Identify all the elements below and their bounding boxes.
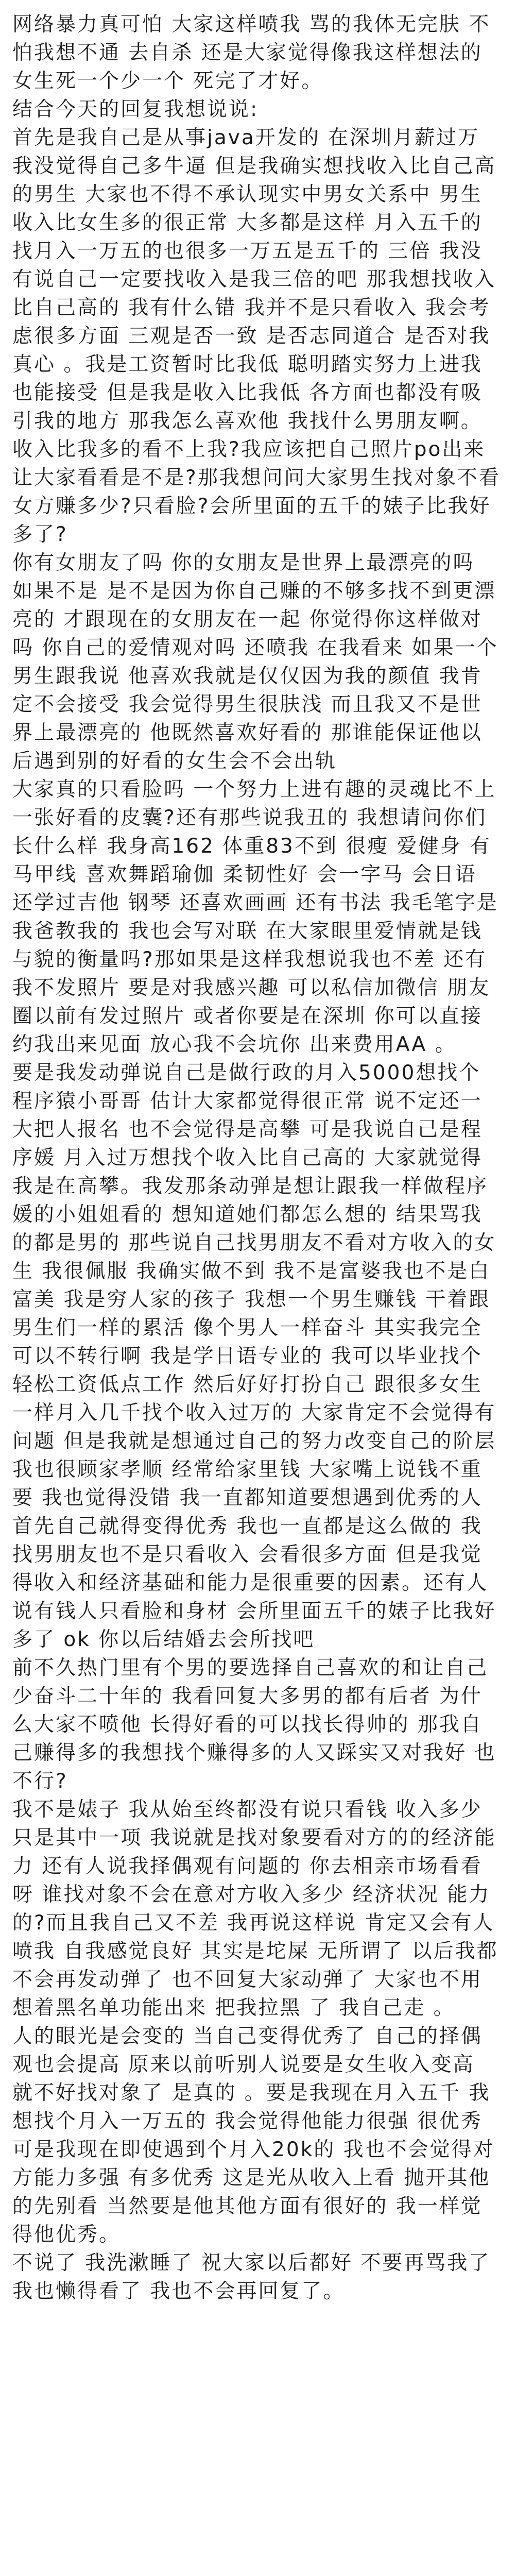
post-body: [12, 10, 501, 2306]
post-paragraph: 结合今天的回复我想说说:: [12, 98, 259, 121]
post-paragraph: 首先是我自己是从事java开发的 在深圳月薪过万 我没觉得自己多牛逼 但是我确实想找收入比自己高的男生 大家也不得不承认现实中男女关系中 男生收入比女生多的很正常 大多都是这样 月入五千的找月入一万五的也很多一万五是五千的 三倍 我没有说自己一定要找收入是我三倍的吧 那我想找收入比自己高的 我有什么错 我并不是只看收入 我会考虑很多方面 三观是否一致 是否志同道合 是否对我真心 。我是工资暂时比我低 聪明踏实努力上进我也能接受 但是我是收入比我低 各方面也都没有吸引我的地方 那我怎么喜欢他 我找什么男朋友啊。: [12, 126, 496, 433]
post-paragraph: 你有女朋友了吗 你的女朋友是世界上最漂亮的吗 如果不是 是不是因为你自己赚的不够多找不到更漂亮的 才跟现在的女朋友在一起 你觉得你这样做对吗 你自己的爱情观对吗 还喷我 在我看来 如果一个男生跟我说 他喜欢我就是仅仅因为我的颜值 我肯定不会接受 我会觉得男生很肤浅 而且我又不是世界上最漂亮的 他既然喜欢好看的 那谁能保证他以后遇到别的好看的女生会不会出轨: [12, 551, 498, 773]
post-paragraph: 大家真的只看脸吗 一个努力上进有趣的灵魂比不上一张好看的皮囊?还有那些说我丑的 我想请问你们长什么样 我身高162 体重83不到 很瘦 爱健身 有马甲线 喜欢舞蹈瑜伽 柔韧性好 会一字马 会日语 还学过吉他 钢琴 还喜欢画画 还有书法 我毛笔字是我爸教我的 我也会写对联 在大家眼里爱情就是钱与貌的衡量吗?那如果是这样我想说我也不差 还有我不发照片 要是对我感兴趣 可以私信加微信 朋友圈以前有发过照片 或者你要是在深圳 你可以直接约我出来见面 放心我不会坑你 出来费用AA 。: [12, 778, 498, 1056]
post-paragraph: 人的眼光是会变的 当自己变得优秀了 自己的择偶观也会提高 原来以前听别人说要是女生收入变高 就不好找对象了 是真的 。要是我现在月入五千 我想找个月入一万五的 我会觉得他能力很强 很优秀 可是我现在即使遇到个月入20k的 我也不会觉得对方能力多强 有多优秀 这是光从收入上看 抛开其他的先别看 当然要是他其他方面有很好的 我一样觉得他优秀。: [12, 2025, 495, 2246]
post-paragraph: 不说了 我洗漱睡了 祝大家以后都好 不要再骂我了 我也懒得看了 我也不会再回复了。: [12, 2251, 491, 2303]
post-paragraph: 我不是婊子 我从始至终都没有说只看钱 收入多少只是其中一项 我说就是找对象要看对方的的经济能力 还有人说我择偶观有问题的 你去相亲市场看看呀 谁找对象不会在意对方收入多少 经济状况 能力的?而且我自己又不差 我再说这样说 肯定又会有人喷我 自我感觉良好 其实是坨屎 无所谓了 以后我都不会再发动弹了 也不回复大家动弹了 大家也不用想着黑名单功能出来 把我拉黑 了 我自己走 。: [12, 1798, 498, 2020]
post-paragraph: 要是我发动弹说自己是做行政的月入5000想找个程序猿小哥哥 估计大家都觉得很正常 说不定还一大把人报名 也不会觉得是高攀 可是我说自己是程序媛 月入过万想找个收入比自己高的 大家就觉得我是在高攀。我发那条动弹是想让跟我一样做程序媛的小姐姐看的 想知道她们都怎么想的 结果骂我的都是男的 那些说自己找男朋友不看对方收入的女生 我很佩服 我确实做不到 我不是富婆我也不是白富美 我是穷人家的孩子 我想一个男生赚钱 干着跟男生们一样的累活 像个男人一样奋斗 其实我完全可以不转行啊 我是学日语专业的 我可以毕业找个轻松工资低点工作 然后好好打扮自己 跟很多女生一样月入几千找个收入过万的 大家肯定不会觉得有问题 但是我就是想通过自己的努力改变自己的阶层 我也很顾家孝顺 经常给家里钱 大家嘴上说钱不重要 我也觉得没错 我一直都知道要想遇到优秀的人 首先自己就得变得优秀 我也一直都是这么做的 我找男朋友也不是只看收入 会看很多方面 但是我觉得收入和经济基础和能力是很重要的因素。还有人说有钱人只看脸和身材 会所里面五千的婊子比我好多了 ok 你以后结婚去会所找吧: [12, 1061, 496, 1651]
post-paragraph: 网络暴力真可怕 大家这样喷我 骂的我体无完肤 不怕我想不通 去自杀 还是大家觉得像我这样想法的女生死一个少一个 死完了才好。: [12, 13, 491, 93]
post-paragraph: 前不久热门里有个男的要选择自己喜欢的和让自己少奋斗二十年的 我看回复大多男的都有后者 为什么大家不喷他 长得好看的可以找长得帅的 那我自己赚得多的我想找个赚得多的人又踩实又对我好 也不行?: [12, 1656, 496, 1793]
post-paragraph: 收入比我多的看不上我?我应该把自己照片po出来让大家看看是不是?那我想问问大家男生找对象不看女方赚多少?只看脸?会所里面的五千的婊子比我好多了?: [12, 438, 501, 546]
